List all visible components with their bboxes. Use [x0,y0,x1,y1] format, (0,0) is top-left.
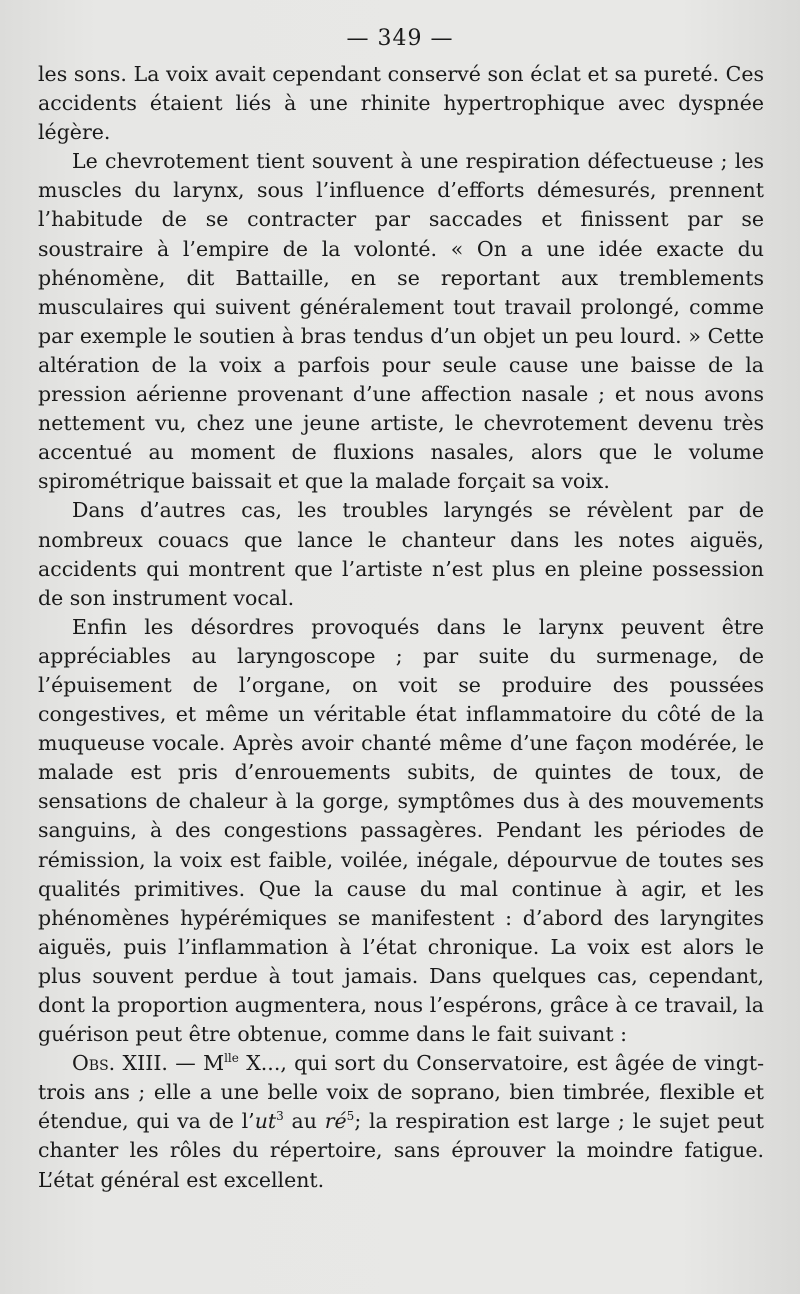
observation-dash: — [167,1051,204,1076]
note-re: ré [324,1109,347,1134]
note-re-octave: 5 [346,1109,355,1124]
observation-text-b: au [283,1109,325,1134]
paragraph-desordres: Enfin les désordres provoqués dans le larynx peuvent être appréciables au laryngoscope ; par suite du surmenage, de l’épuisement de l’organe, on voit se produire des poussées congestives, et même un véritable état inflammatoire du côté de la muqueuse vocale. Après avoir chanté même d’une façon modérée, le malade est pris d’enrouements subits, de quintes de toux, de sensations de chaleur à la gorge, symptômes dus à des mouvements sanguins, à des congestions passagères. Pendant les périodes de rémission, la voix est faible, voilée, inégale, dépourvue de toutes ses qualités primitives. Que la cause du mal continue à agir, et les phénomènes hypérémiques se manifestent : d’abord des laryngites aiguës, puis l’inflammation à l’état chronique. La voix est alors le plus souvent perdue à tout jamais. Dans quelques cas, cependant, dont la proportion augmentera, nous l’espérons, grâce à ce travail, la guérison peut être obtenue, comme dans le fait suivant : [38,614,764,1047]
observation-text-a: X..., qui sort du Conservatoire, est âgée de vingt-trois ans ; elle a une belle voix de soprano, bien timbrée, flexible et étendue, qui va de l’ [38,1051,764,1134]
mlle-abbrev: M [203,1051,225,1076]
page-number: — 349 — [346,26,454,51]
note-ut: ut [254,1109,277,1134]
body-text [38,60,764,1195]
paragraph-couacs: Dans d’autres cas, les troubles laryngés se révèlent par de nombreux couacs que lance le chanteur dans les notes aiguës, accidents qui montrent que l’artiste n’est plus en pleine possession de son instrument vocal. [38,498,764,610]
observation-paragraph [38,1049,764,1194]
paragraph-chevrotement: Le chevrotement tient souvent à une respiration défectueuse ; les muscles du larynx, sous l’influence d’efforts démesurés, prennent l’habitude de se contracter par saccades et finissent par se soustraire à l’empire de la volonté. « On a une idée exacte du phénomène, dit Battaille, en se reportant aux tremblements musculaires qui suivent généralement tout travail prolongé, comme par exemple le soutien à bras tendus d’un objet un peu lourd. » Cette altération de la voix a parfois pour seule cause une baisse de la pression aérienne provenant d’une affection nasale ; et nous avons nettement vu, chez une jeune artiste, le chevrotement devenu très accentué au moment de fluxions nasales, alors que le volume spirométrique baissait et que la malade forçait sa voix. [38,149,764,494]
paragraph-continuation: les sons. La voix avait cependant conservé son éclat et sa pureté. Ces accidents étaient liés à une rhinite hypertrophique avec dyspnée légère. [38,62,764,145]
observation-text-c: ; la respiration est large ; le sujet peut chanter les rôles du répertoire, sans éprouver la moindre fatigue. L’état général est excellent. [38,1109,764,1192]
observation-label: Obs. XIII. [72,1051,168,1076]
note-ut-octave: 3 [276,1109,284,1124]
mlle-superscript: lle [224,1051,239,1066]
